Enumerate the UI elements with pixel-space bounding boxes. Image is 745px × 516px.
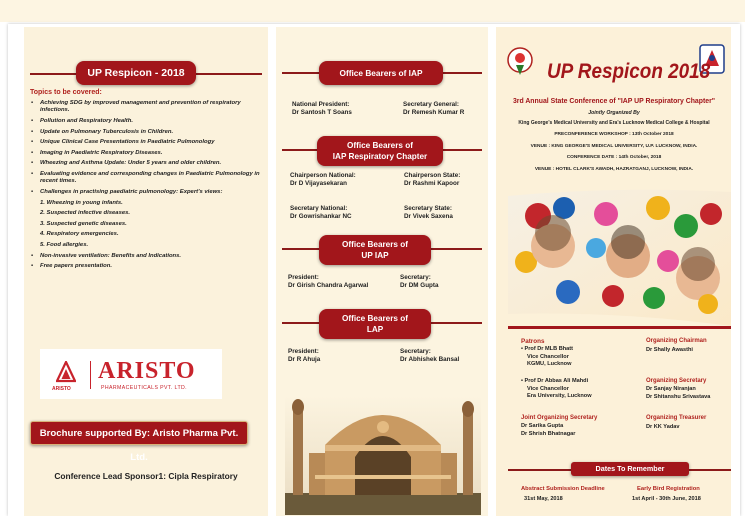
jointly-text: Jointly Organized By [588,110,640,116]
logo-divider [90,361,91,389]
patron-1: • Prof Dr MLB Bhatt Vice Chancellor KGMU, Lucknow [521,346,573,368]
children-balloons-photo [508,186,731,326]
conference-title: UP Respicon 2018 [547,60,711,83]
treas-name: Dr KK Yadav [646,424,680,430]
chair-heading: Organizing Chairman [646,338,707,344]
sponsor-logo [40,349,222,399]
jsec-heading: Joint Organizing Secretary [521,415,598,421]
brochure-support-banner: Brochure supported By: Aristo Pharma Pvt. Ltd. [30,421,248,445]
topic-item: • Non-invasive ventilation: Benefits and Indications. [30,253,262,260]
topics-list [30,100,262,274]
topics-heading: Topics to be covered: [30,89,102,96]
patrons-heading: Patrons [521,338,545,345]
topic-item: • Update on Pulmonary Tuberculosis in Children. [30,129,262,136]
topic-item: 4. Respiratory emergencies. [40,231,119,238]
chapter-banner: Office Bearers of IAP Respiratory Chapter [317,136,443,166]
chapter-chair-national: Chairperson National: Dr D Vijayasekaran [290,172,356,187]
kgmu-emblem-icon [506,45,534,81]
chapter-sec-national: Secretary National: Dr Gowrishankar NC [290,205,352,220]
topic-item: 1. Wheezing in young infants. [40,199,123,206]
lap-secretary: Secretary: Dr Abhishek Bansal [400,348,460,363]
upiap-banner: Office Bearers of UP IAP [319,235,431,265]
topic-item: 2. Suspected infective diseases. [40,210,131,217]
aristo-emblem-icon [56,361,76,383]
topic-item: • Achieving SDG by improved management and prevention of respiratory infections. [30,100,262,115]
topic-item: • Evaluating evidence and corresponding changes in Paediatric Pulmonology in recent times. [30,171,262,186]
earlybird-heading: Early Bird Registration [637,486,700,492]
dates-banner: Dates To Remember [571,462,689,476]
aristo-wordmark: ARISTO [98,358,196,384]
monument-illustration [285,395,481,515]
organizers-text: King George's Medical University and Era's Lucknow Medical College & Hospital [518,120,710,126]
chapter-sec-state: Secretary State: Dr Vivek Saxena [404,205,453,220]
earlybird-date: 1st April - 30th June, 2018 [632,496,701,502]
aristo-small-text: ARISTO [52,386,71,392]
lap-banner: Office Bearers of LAP [319,309,431,339]
aristo-tagline: PHARMACEUTICALS PVT. LTD. [101,385,187,391]
jsec-names: Dr Sarika Gupta Dr Shrish Bhatnagar [521,423,576,437]
upiap-president: President: Dr Girish Chandra Agarwal [288,274,369,289]
abstract-heading: Abstract Submission Deadline [521,486,605,492]
lap-president: President: Dr R Ahuja [288,348,321,363]
conference-subtitle: 3rd Annual State Conference of "IAP UP Respiratory Chapter" [512,98,716,105]
topic-item: • Challenges in practising paediatric pulmonology: Expert's views: [30,189,262,196]
conference-banner: UP Respicon - 2018 [76,61,196,85]
topic-item: 3. Suspected genetic diseases. [40,220,127,227]
iap-president: National President: Dr Santosh T Soans [292,101,352,116]
abstract-date: 31st May, 2018 [524,496,563,502]
topic-item: 5. Food allergies. [40,241,89,248]
workshop-text: PRECONFERENCE WORKSHOP : 13th October 2018 [554,132,674,137]
iap-banner: Office Bearers of IAP [319,61,443,85]
topic-item: • Free papers presentation. [30,263,262,270]
topic-item: • Pollution and Respiratory Health. [30,118,262,125]
topic-item: • Unique Clinical Case Presentations in Paediatric Pulmonology [30,139,262,146]
upiap-secretary: Secretary: Dr DM Gupta [400,274,439,289]
photo-divider [508,326,731,329]
treas-heading: Organizing Treasurer [646,415,707,421]
topic-item: • Wheezing and Asthma Update: Under 5 years and older children. [30,160,262,167]
chapter-chair-state: Chairperson State: Dr Rashmi Kapoor [404,172,461,187]
iap-secretary: Secretary General: Dr Remesh Kumar R [403,101,465,116]
lead-sponsor-text: Conference Lead Sponsor1: Cipla Respiratory [54,471,238,481]
topic-item: • Imaging in Paediatric Respiratory Diseases. [30,150,262,157]
venue2-text: VENUE : HOTEL CLARK'S AWADH, HAZRATGANJ, LUCKNOW, INDIA. [534,167,694,172]
chair-name: Dr Shally Awasthi [646,347,693,353]
previous-page-strip [0,0,745,22]
sec-heading: Organizing Secretary [646,378,707,384]
patron-2: • Prof Dr Abbas Ali Mahdi Vice Chancellor Era University, Lucknow [521,378,592,400]
venue1-text: VENUE : KING GEORGE'S MEDICAL UNIVERSITY, U.P. LUCKNOW, INDIA. [530,144,698,149]
sec-names: Dr Sanjay Niranjan Dr Shitanshu Srivastava [646,386,711,400]
confdate-text: CONFERENCE DATE : 14th October, 2018 [566,155,662,160]
